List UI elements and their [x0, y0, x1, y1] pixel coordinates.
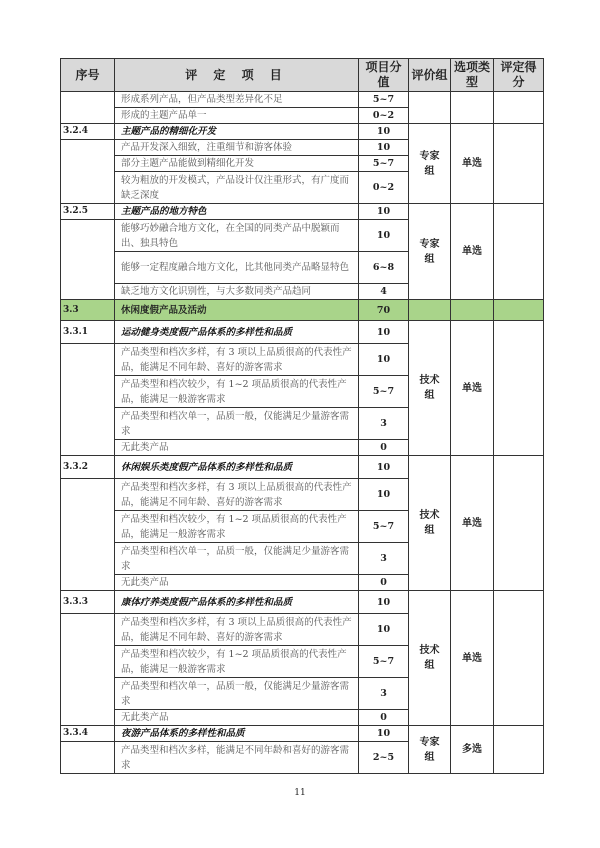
code-cell [61, 479, 115, 591]
item-score: 0~2 [359, 172, 409, 204]
header-item: 评 定 项 目 [115, 59, 359, 92]
item-score: 0 [359, 710, 409, 726]
criterion-row [61, 591, 544, 614]
item-score: 10 [359, 140, 409, 156]
item-score: 3 [359, 543, 409, 575]
item-text: 形成的主题产品单一 [115, 108, 359, 124]
section-code: 3.3 [61, 300, 115, 321]
criterion-score: 10 [359, 726, 409, 742]
page-number: 11 [294, 788, 306, 798]
score-result-cell [494, 456, 544, 591]
criterion-title: 夜游产品体系的多样性和品质 [115, 726, 359, 742]
item-text: 产品类型和档次较少，有 1~2 项品质很高的代表性产品，能满足一般游客需求 [115, 646, 359, 678]
evaluation-group: 技术组 [409, 321, 451, 456]
item-text: 产品类型和档次单一，品质一般，仅能满足少量游客需求 [115, 678, 359, 710]
header-score: 项目分值 [359, 59, 409, 92]
item-score: 0~2 [359, 108, 409, 124]
criterion-title: 主题产品的精细化开发 [115, 124, 359, 140]
item-score: 3 [359, 678, 409, 710]
criterion-score: 10 [359, 591, 409, 614]
item-text: 无此类产品 [115, 575, 359, 591]
item-text: 无此类产品 [115, 710, 359, 726]
evaluation-group: 专家组 [409, 204, 451, 300]
criterion-title: 休闲娱乐类度假产品体系的多样性和品质 [115, 456, 359, 479]
score-result-cell [494, 591, 544, 726]
criterion-code: 3.3.4 [61, 726, 115, 742]
table-row [61, 92, 544, 108]
item-score: 5~7 [359, 511, 409, 543]
item-text: 形成系列产品，但产品类型差异化不足 [115, 92, 359, 108]
criterion-code: 3.3.3 [61, 591, 115, 614]
item-text: 部分主题产品能做到精细化开发 [115, 156, 359, 172]
item-score: 5~7 [359, 92, 409, 108]
item-score: 10 [359, 220, 409, 252]
criterion-code: 3.3.1 [61, 321, 115, 344]
header-result: 评定得分 [494, 59, 544, 92]
item-score: 2~5 [359, 742, 409, 774]
code-cell [61, 140, 115, 204]
section-row [61, 300, 544, 321]
score-result-cell [494, 726, 544, 774]
item-text: 能够巧妙融合地方文化，在全国的同类产品中脱颖而出、独具特色 [115, 220, 359, 252]
option-type: 单选 [451, 204, 494, 300]
option-type: 单选 [451, 456, 494, 591]
item-score: 0 [359, 440, 409, 456]
option-type: 单选 [451, 591, 494, 726]
criterion-code: 3.2.4 [61, 124, 115, 140]
evaluation-table [60, 58, 544, 774]
code-cell [61, 742, 115, 774]
criterion-row [61, 321, 544, 344]
item-text: 能够一定程度融合地方文化，比其他同类产品略显特色 [115, 252, 359, 284]
item-text: 产品类型和档次多样，有 3 项以上品质很高的代表性产品，能满足不同年龄、喜好的游客需求 [115, 479, 359, 511]
criterion-code: 3.3.2 [61, 456, 115, 479]
item-text: 产品类型和档次较少，有 1~2 项品质很高的代表性产品，能满足一般游客需求 [115, 376, 359, 408]
section-score: 70 [359, 300, 409, 321]
criterion-score: 10 [359, 124, 409, 140]
option-type: 单选 [451, 321, 494, 456]
item-score: 10 [359, 614, 409, 646]
code-cell [61, 614, 115, 726]
item-score: 0 [359, 575, 409, 591]
criterion-row [61, 124, 544, 140]
header-group: 评价组 [409, 59, 451, 92]
item-score: 6~8 [359, 252, 409, 284]
item-score: 10 [359, 344, 409, 376]
result-cell [494, 300, 544, 321]
item-score: 5~7 [359, 156, 409, 172]
criterion-row [61, 726, 544, 742]
option-type: 单选 [451, 124, 494, 204]
score-result-cell [494, 321, 544, 456]
table-header-row [61, 59, 544, 92]
evaluation-group: 专家组 [409, 124, 451, 204]
item-score: 3 [359, 408, 409, 440]
group-cell [409, 300, 451, 321]
criterion-code: 3.2.5 [61, 204, 115, 220]
item-text: 产品类型和档次多样，有 3 项以上品质很高的代表性产品，能满足不同年龄、喜好的游客需求 [115, 614, 359, 646]
table-body [61, 92, 544, 774]
item-score: 5~7 [359, 646, 409, 678]
criterion-row [61, 456, 544, 479]
score-result-cell [494, 204, 544, 300]
type-cell [451, 300, 494, 321]
score-result-cell [494, 124, 544, 204]
item-score: 5~7 [359, 376, 409, 408]
item-text: 产品类型和档次多样，有 3 项以上品质很高的代表性产品，能满足不同年龄、喜好的游客需求 [115, 344, 359, 376]
option-type: 多选 [451, 726, 494, 774]
item-text: 缺乏地方文化识别性，与大多数同类产品趋同 [115, 284, 359, 300]
score-result-cell [494, 92, 544, 124]
criterion-score: 10 [359, 456, 409, 479]
header-code: 序号 [61, 59, 115, 92]
item-text: 产品类型和档次多样，能满足不同年龄和喜好的游客需求 [115, 742, 359, 774]
item-text: 产品类型和档次单一，品质一般，仅能满足少量游客需求 [115, 543, 359, 575]
section-title: 休闲度假产品及活动 [115, 300, 359, 321]
criterion-title: 运动健身类度假产品体系的多样性和品质 [115, 321, 359, 344]
evaluation-group: 技术组 [409, 456, 451, 591]
criterion-title: 康体疗养类度假产品体系的多样性和品质 [115, 591, 359, 614]
criterion-score: 10 [359, 321, 409, 344]
evaluation-group: 专家组 [409, 726, 451, 774]
evaluation-group: 技术组 [409, 591, 451, 726]
item-text: 无此类产品 [115, 440, 359, 456]
criterion-row [61, 204, 544, 220]
item-text: 产品开发深入细致，注重细节和游客体验 [115, 140, 359, 156]
item-text: 产品类型和档次单一，品质一般，仅能满足少量游客需求 [115, 408, 359, 440]
evaluation-group [409, 92, 451, 124]
criterion-title: 主题产品的地方特色 [115, 204, 359, 220]
item-score: 4 [359, 284, 409, 300]
item-text: 较为粗放的开发模式，产品设计仅注重形式，有广度而缺乏深度 [115, 172, 359, 204]
criterion-score: 10 [359, 204, 409, 220]
item-text: 产品类型和档次较少，有 1~2 项品质很高的代表性产品，能满足一般游客需求 [115, 511, 359, 543]
option-type [451, 92, 494, 124]
code-cell [61, 92, 115, 124]
header-type: 选项类型 [451, 59, 494, 92]
code-cell [61, 344, 115, 456]
item-score: 10 [359, 479, 409, 511]
code-cell [61, 220, 115, 300]
